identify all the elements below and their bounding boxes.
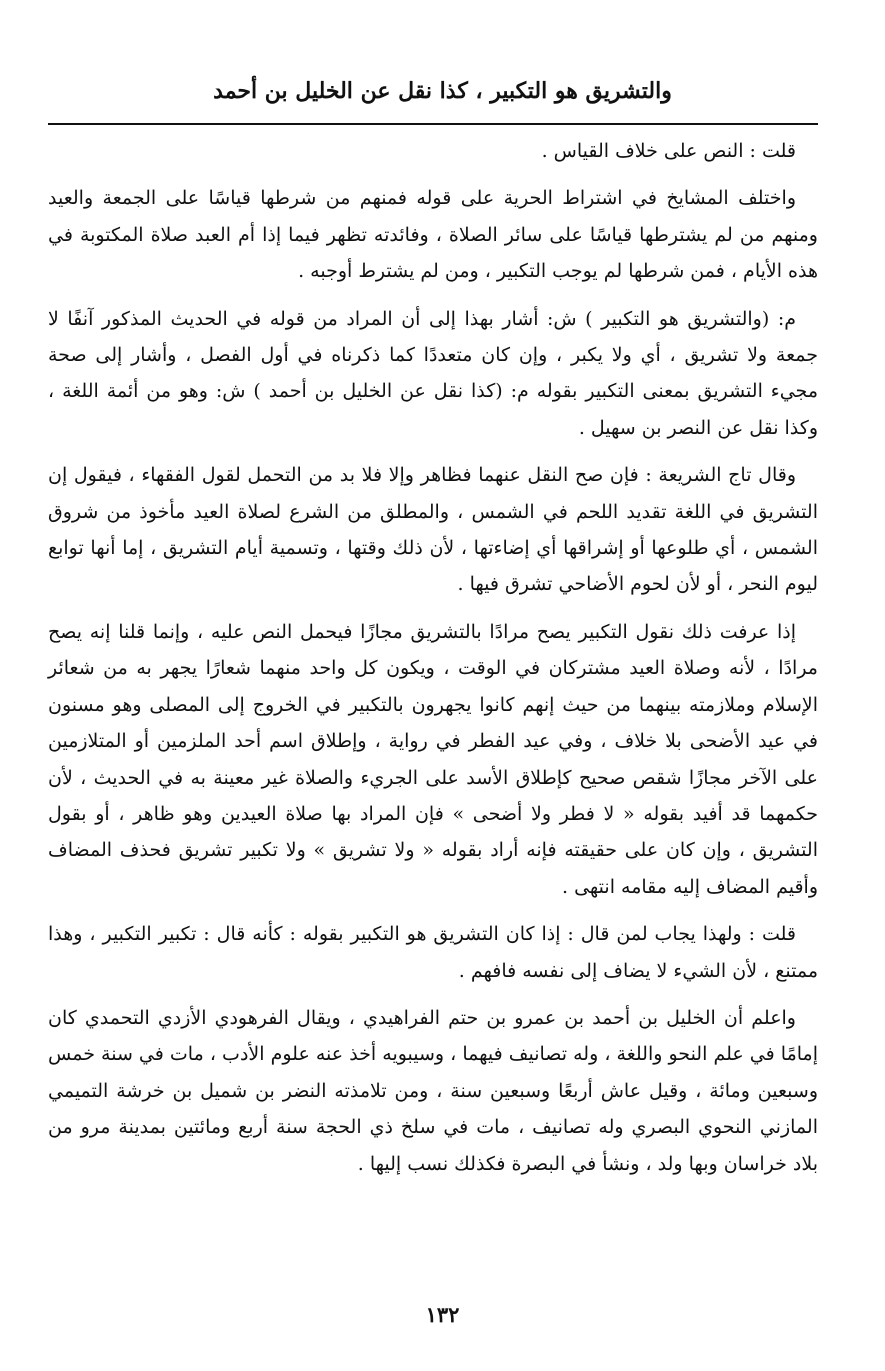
page-body bbox=[48, 133, 818, 1182]
paragraph-khalil-bio: واعلم أن الخليل بن أحمد بن عمرو بن حتم الفراهيدي ، ويقال الفرهودي الأزدي التحمدي كان إمامًا في علم النحو واللغة ، وله تصانيف فيهما ، وسيبويه أخذ عنه علوم الأدب ، مات في سنة خمس وسبعين ومائة ، وقيل عاش أربعًا وسبعين سنة ، ومن تلامذته النضر بن شميل بن خرشة التميمي المازني النحوي البصري وله تصانيف ، مات في سلخ ذي الحجة سنة أربع ومائتين بمدينة مرو من بلاد خراسان وبها ولد ، ونشأ في البصرة فكذلك نسب إليها . bbox=[48, 1006, 818, 1175]
running-header: والتشريق هو التكبير ، كذا نقل عن الخليل بن أحمد bbox=[213, 78, 672, 104]
header-rule bbox=[48, 123, 818, 125]
paragraph-taj-alsharia: وقال تاج الشريعة : فإن صح النقل عنهما فظاهر وإلا فلا بد من التحمل لقول الفقهاء ، فيقول إن التشريق في اللغة تقديد اللحم في الشمس ، والمطلق من الشرع لصلاة العيد مأخوذ من شروق الشمس ، أي طلوعها أو إشراقها أي إضاءتها ، لأن ذلك وقتها ، وتسمية أيام التشريق ، إما أنها توابع ليوم النحر ، أو لأن لحوم الأضاحي تشرق فيها . bbox=[48, 464, 818, 596]
paragraph-reply: قلت : ولهذا يجاب لمن قال : إذا كان التشريق هو التكبير بقوله : كأنه قال : تكبير التكبير ، وهذا ممتنع ، لأن الشيء لا يضاف إلى نفسه فافهم . bbox=[48, 923, 818, 982]
paragraph-majaz: إذا عرفت ذلك نقول التكبير يصح مرادًا بالتشريق مجازًا فيحمل النص عليه ، وإنما قلنا إنه يصح مرادًا ، لأنه وصلاة العيد مشتركان في الوقت ، ويكون كل واحد منهما شعارًا يجهر به من شعائر الإسلام وملازمته بينهما من حيث إنهم كانوا يجهرون بالتكبير في الخروج إلى المصلى وهو مسنون في عيد الأضحى بلا خلاف ، وفي عيد الفطر في رواية ، وإطلاق اسم أحد الملزمين أو المتلازمين على الآخر مجازًا شقص صحيح كإطلاق الأسد على الجريء والصلاة غير معينة به في الحديث ، لأن حكمهما قد أفيد بقوله « لا فطر ولا أضحى » فإن المراد بها صلاة العيدين وهو ظاهر ، أو بقول التشريق ، وإن كان على حقيقته فإنه أراد بقوله « ولا تشريق » ولا تكبير تشريق فحذف المضاف وأقيم المضاف إليه مقامه انتهى . bbox=[48, 620, 818, 898]
paragraph-tashriq-takbir: م: (والتشريق هو التكبير ) ش: أشار بهذا إلى أن المراد من قوله في الحديث المذكور آنفًا لا جمعة ولا تشريق ، أي ولا يكبر ، وإن كان متعددًا كما ذكرناه في أول الفصل ، وأشار إلى صحة مجيء التشريق بمعنى التكبير بقوله م: (كذا نقل عن الخليل بن أحمد ) ش: وهو من أئمة اللغة ، وكذا نقل عن النصر بن سهيل . bbox=[48, 307, 818, 439]
paragraph-note-qiyas: قلت : النص على خلاف القياس . bbox=[541, 140, 796, 162]
paragraph-hurriya: واختلف المشايخ في اشتراط الحرية على قوله فمنهم من شرطها قياسًا على الجمعة والعيد ومنهم من لم يشترطها قياسًا على سائر الصلاة ، وفائدته تظهر فيما إذا أم العبد صلاة المكتوبة في هذه الأيام ، فمن شرطها لم يوجب التكبير ، ومن لم يشترط أوجبه . bbox=[48, 187, 818, 283]
page-number: ١٣٢ bbox=[425, 1302, 460, 1327]
